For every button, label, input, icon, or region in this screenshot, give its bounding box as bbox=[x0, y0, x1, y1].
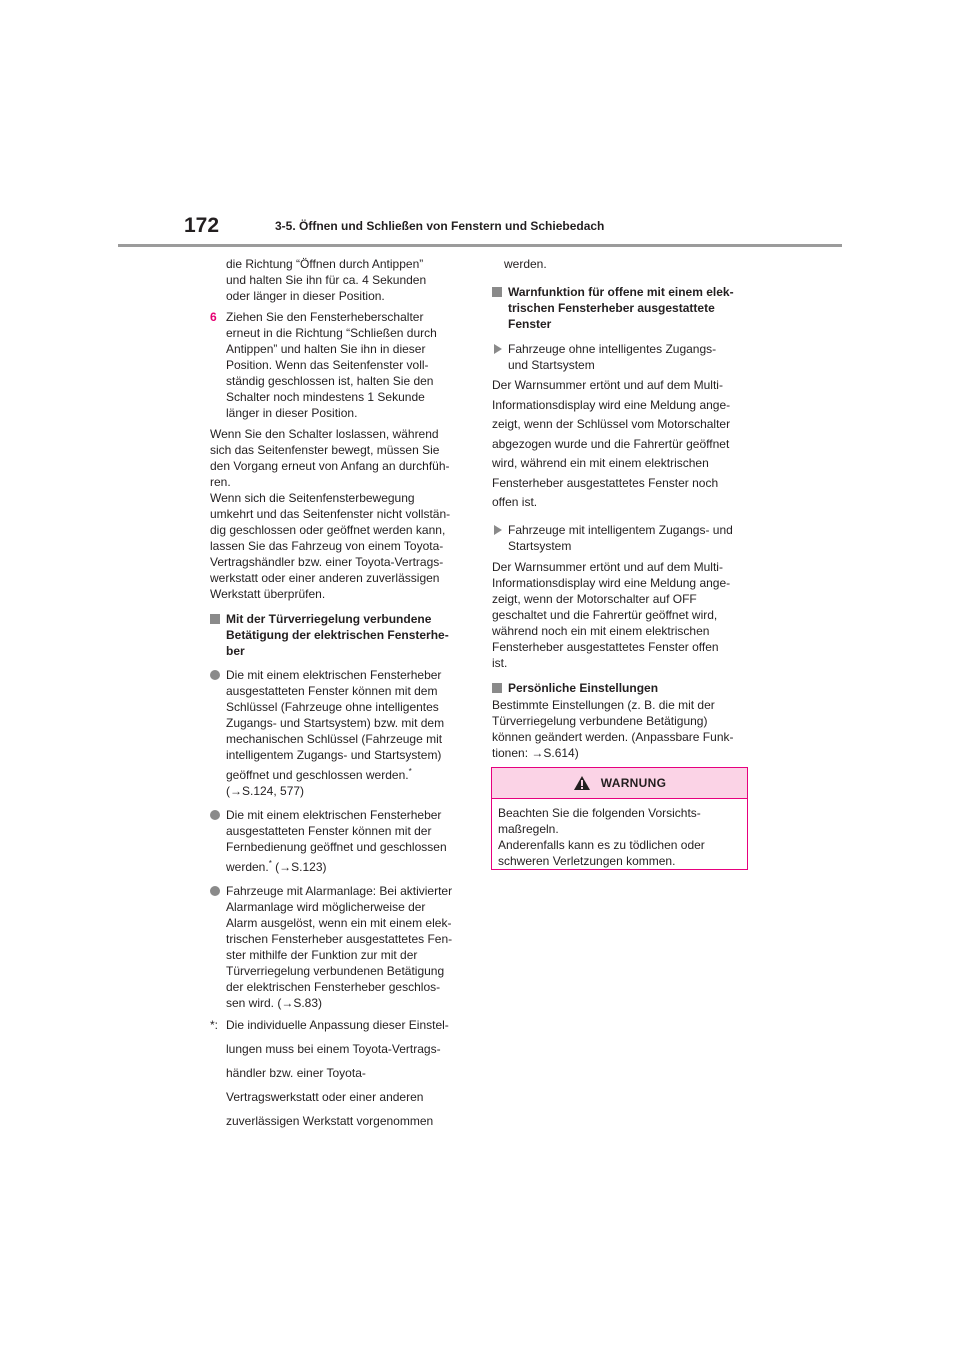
page-reference: (→S.123) bbox=[271, 860, 327, 874]
text-line: Türverriegelung verbundenen Betätigung bbox=[226, 964, 445, 978]
text-line: Schlüssel (Fahrzeuge ohne intelligentes bbox=[226, 700, 439, 714]
bullet-key-operation bbox=[210, 667, 468, 799]
page-number: 172 bbox=[184, 214, 220, 237]
footnote bbox=[210, 1013, 468, 1133]
square-marker-icon bbox=[492, 287, 502, 297]
text-line: Antippen” und halten Sie ihn in dieser bbox=[226, 342, 426, 356]
heading-text bbox=[508, 285, 734, 331]
text-line: händler bzw. einer Toyota- bbox=[226, 1066, 366, 1080]
arrow-marker-icon bbox=[494, 525, 502, 535]
step-6 bbox=[210, 309, 468, 421]
text-line: erneut in die Richtung “Schließen durch bbox=[226, 326, 437, 340]
text-line: trischen Fensterheber ausgestattete bbox=[508, 301, 715, 315]
heading-door-lock-linked bbox=[210, 611, 468, 659]
text-line: Persönliche Einstellungen bbox=[508, 680, 659, 695]
heading-text bbox=[226, 612, 449, 658]
left-column bbox=[210, 256, 468, 1133]
text-line: Informationsdisplay wird eine Meldung ange- bbox=[492, 397, 731, 412]
text-line: umkehrt und das Seitenfenster nicht vollstän- bbox=[210, 507, 451, 521]
text-line: maßregeln. bbox=[498, 822, 559, 836]
text-line: werkstatt oder einer anderen zuverlässigen bbox=[210, 571, 440, 585]
footnote-mark: *: bbox=[210, 1018, 219, 1032]
warning-text bbox=[492, 799, 747, 869]
bullet-remote-operation bbox=[210, 807, 468, 875]
text-line: Warnfunktion für offene mit einem elek- bbox=[508, 285, 734, 299]
footnote-star: * bbox=[408, 767, 412, 776]
text-line: Beachten Sie die folgenden Vorsichts- bbox=[498, 806, 701, 820]
text-line: Bestimmte Einstellungen (z. B. die mit der bbox=[492, 697, 715, 712]
text-line: Der Warnsummer ertönt und auf dem Multi- bbox=[492, 559, 723, 574]
text-line: tionen: →S.614) bbox=[492, 745, 579, 760]
text-line: zeigt, wenn der Motorschalter auf OFF bbox=[492, 591, 697, 606]
warning-function-paragraph-1 bbox=[492, 376, 754, 513]
text-line: ist. bbox=[492, 655, 508, 670]
info-paragraph bbox=[210, 426, 468, 602]
warning-title: WARNUNG bbox=[600, 776, 667, 790]
warning-header bbox=[492, 768, 747, 799]
text-line: wird, während ein mit einem elektrischen bbox=[492, 456, 709, 470]
bullet-text bbox=[226, 668, 444, 762]
text-line: Fensterheber ausgestattetes Fenster noch bbox=[492, 475, 719, 490]
text-line: trischen Fensterheber ausgestattetes Fen- bbox=[226, 932, 453, 946]
text-line: Fensterheber ausgestattetes Fenster offen bbox=[492, 639, 719, 654]
text-line: Zugangs- und Startsystem) bzw. mit dem bbox=[226, 716, 445, 730]
bullet-dot-icon bbox=[210, 886, 220, 896]
bullet-dot-icon bbox=[210, 810, 220, 820]
text-line: zeigt, wenn der Schlüssel vom Motorschalter bbox=[492, 417, 731, 431]
text-line: geschaltet und die Fahrertür geöffnet wird, bbox=[492, 607, 718, 622]
text-line: können geändert werden. (Anpassbare Funk- bbox=[492, 729, 734, 744]
heading-open-window-warning bbox=[492, 284, 754, 332]
heading-personal-settings bbox=[492, 680, 754, 696]
text-line: Die individuelle Anpassung dieser Einstel- bbox=[226, 1018, 449, 1032]
text-line: offen ist. bbox=[492, 495, 538, 509]
vehicles-with-smart-entry bbox=[492, 522, 754, 554]
right-column bbox=[492, 256, 754, 761]
text-line: ster mithilfe der Funktion zur mit der bbox=[226, 948, 418, 962]
text-line: der elektrischen Fensterheber geschlos- bbox=[226, 980, 441, 994]
text-line: lassen Sie das Fahrzeug von einem Toyota- bbox=[210, 539, 444, 553]
arrow-item-text bbox=[508, 342, 716, 372]
text-line: Betätigung der elektrischen Fensterhe- bbox=[226, 628, 449, 642]
text-line: mechanischen Schlüssel (Fahrzeuge mit bbox=[226, 732, 443, 746]
footnote-star: * bbox=[268, 859, 272, 868]
text-line: oder länger in dieser Position. bbox=[226, 289, 385, 303]
text-line: Vertragshändler bzw. einer Toyota-Vertrags- bbox=[210, 555, 444, 569]
text-line: sich das Seitenfenster bewegt, müssen Sie bbox=[210, 443, 440, 457]
text-line: zuverlässigen Werkstatt vorgenommen bbox=[226, 1114, 434, 1128]
text-line: Wenn Sie den Schalter loslassen, während bbox=[210, 427, 439, 441]
arrow-item-text bbox=[508, 523, 733, 553]
text-line: Alarmanlage wird möglicherweise der bbox=[226, 900, 426, 914]
text-line: ständig geschlossen ist, halten Sie den bbox=[226, 374, 434, 388]
section-title: 3-5. Öffnen und Schließen von Fenstern und Schiebedach bbox=[275, 219, 605, 233]
continued-text: werden. bbox=[504, 257, 547, 271]
text-line: Position. Wenn das Seitenfenster voll- bbox=[226, 358, 429, 372]
text-line: Fernbedienung geöffnet und geschlossen bbox=[226, 840, 447, 854]
text-line: den Vorgang erneut von Anfang an durchfüh- bbox=[210, 459, 450, 473]
text-line: Fenster bbox=[508, 317, 552, 331]
header-rule bbox=[118, 244, 842, 247]
step-number: 6 bbox=[210, 310, 217, 324]
text-line: ren. bbox=[210, 475, 231, 489]
warning-function-paragraph-2 bbox=[492, 559, 754, 671]
text-line: sen wird. (→S.83) bbox=[226, 996, 323, 1010]
bullet-text-tail: geöffnet und geschlossen werden. bbox=[226, 768, 409, 782]
bullet-text bbox=[226, 808, 447, 854]
bullet-alarm bbox=[210, 883, 468, 1011]
text-line: ausgestatteten Fenster können mit der bbox=[226, 824, 432, 838]
text-line: Werkstatt überprüfen. bbox=[210, 587, 326, 601]
text-line: Fahrzeuge ohne intelligentes Zugangs- bbox=[508, 342, 717, 356]
footnote-text bbox=[226, 1018, 449, 1128]
text-line: Fahrzeuge mit intelligentem Zugangs- und bbox=[508, 522, 733, 537]
text-line: Die mit einem elektrischen Fensterheber bbox=[226, 808, 442, 822]
text-line: die Richtung “Öffnen durch Antippen” bbox=[226, 257, 424, 271]
text-line: Schalter noch mindestens 1 Sekunde bbox=[226, 390, 425, 404]
text-line: und halten Sie ihn für ca. 4 Sekunden bbox=[226, 273, 427, 287]
bullet-text-tail: werden. bbox=[226, 860, 269, 874]
text-line: Vertragswerkstatt oder einer anderen bbox=[226, 1090, 424, 1104]
bullet-dot-icon bbox=[210, 670, 220, 680]
warning-triangle-icon bbox=[573, 775, 591, 791]
text-line: Informationsdisplay wird eine Meldung ange- bbox=[492, 575, 731, 590]
arrow-marker-icon bbox=[494, 344, 502, 354]
warning-box bbox=[491, 767, 748, 870]
text-line: ausgestatteten Fenster können mit dem bbox=[226, 684, 438, 698]
text-line: Anderenfalls kann es zu tödlichen oder bbox=[498, 838, 705, 852]
vehicles-without-smart-entry bbox=[492, 341, 754, 373]
text-line: Mit der Türverriegelung verbundene bbox=[226, 612, 432, 626]
text-line: ber bbox=[226, 644, 245, 658]
text-line: Türverriegelung verbundene Betätigung) bbox=[492, 713, 708, 728]
text-line: intelligentem Zugangs- und Startsystem) bbox=[226, 748, 442, 762]
text-line: während noch ein mit einem elektrischen bbox=[492, 623, 710, 638]
heading-text bbox=[508, 681, 658, 695]
personal-settings-paragraph bbox=[492, 697, 754, 761]
text-line: schweren Verletzungen kommen. bbox=[498, 854, 676, 868]
text-line: Der Warnsummer ertönt und auf dem Multi- bbox=[492, 378, 723, 392]
text-line: Ziehen Sie den Fensterheberschalter bbox=[226, 310, 424, 324]
text-line: Startsystem bbox=[508, 538, 572, 553]
page-reference: (→S.124, 577) bbox=[226, 784, 305, 798]
square-marker-icon bbox=[210, 614, 220, 624]
square-marker-icon bbox=[492, 683, 502, 693]
text-line: Wenn sich die Seitenfensterbewegung bbox=[210, 491, 415, 505]
continued-step-text bbox=[210, 256, 468, 304]
text-line: Alarm ausgelöst, wenn ein mit einem elek- bbox=[226, 916, 452, 930]
text-line: abgezogen wurde und die Fahrertür geöffnet bbox=[492, 436, 730, 451]
text-line: und Startsystem bbox=[508, 358, 595, 372]
text-line: länger in dieser Position. bbox=[226, 406, 358, 420]
text-line: Die mit einem elektrischen Fensterheber bbox=[226, 668, 442, 682]
text-line: lungen muss bei einem Toyota-Vertrags- bbox=[226, 1042, 441, 1056]
step-6-text bbox=[226, 310, 437, 420]
bullet-text bbox=[226, 884, 452, 1010]
text-line: Fahrzeuge mit Alarmanlage: Bei aktivierter bbox=[226, 884, 453, 898]
text-line: dig geschlossen oder geöffnet werden kann, bbox=[210, 523, 446, 537]
